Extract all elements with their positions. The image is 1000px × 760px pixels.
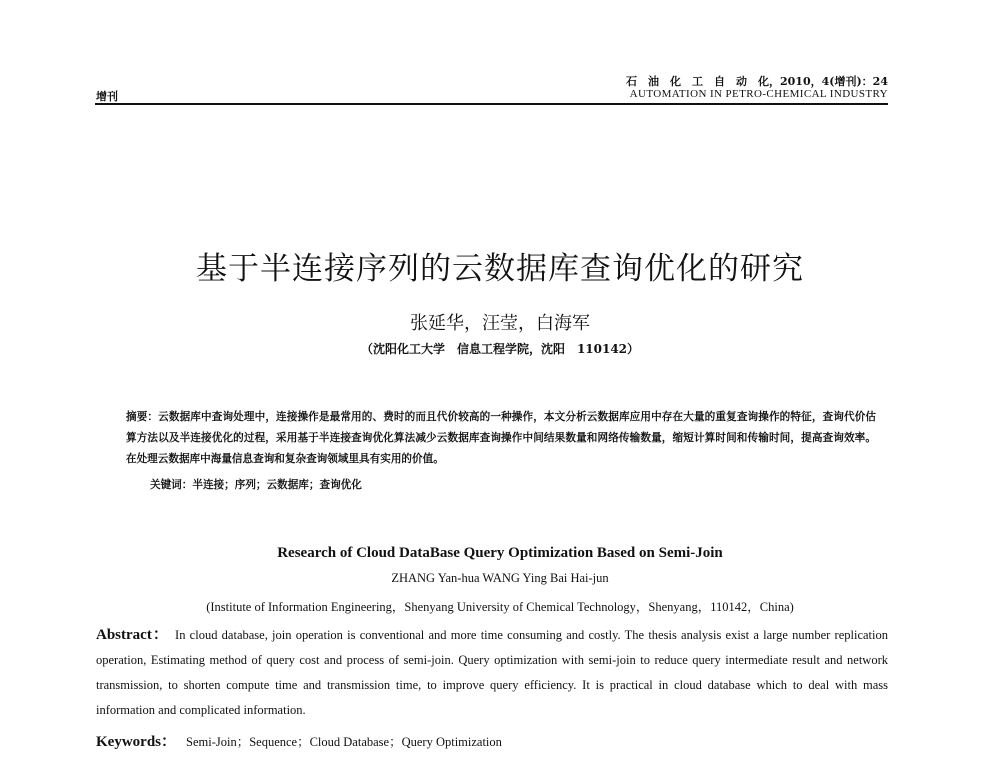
keywords-cn [150,477,362,492]
abstract-cn-text: 云数据库中查询处理中，连接操作是最常用的、费时的而且代价较高的一种操作，本文分析云数据库应用中存在大量的重复查询操作的特征，查询代价估算方法以及半连接优化的过程，采用基于半连接查询优化算法减少云数据库查询操作中间结果数量和网络传输数量，缩短计算时间和传输时间，提高查询效率。在处理云数据库中海量信息查询和复杂查询领域里具有实用的价值。 [126,411,877,465]
authors-en: ZHANG Yan-hua WANG Ying Bai Hai-jun [391,571,609,585]
affiliation-en: (Institute of Information Engineering，Shenyang University of Chemical Technology，Shenyang，110142，China) [206,600,794,614]
keywords-en [96,730,502,751]
keywords-en-text: Semi-Join；Sequence；Cloud Database；Query Optimization [186,735,502,749]
journal-name-en: AUTOMATION IN PETRO-CHEMICAL INDUSTRY [629,88,888,100]
affiliation-cn: （沈阳化工大学 信息工程学院，沈阳 110142） [360,342,640,356]
keywords-en-label: Keywords： [96,734,176,750]
abstract-en-label: Abstract： [96,627,170,643]
journal-name-cn: 石 油 化 工 自 动 化，2010，4(增刊)：24 [626,75,888,88]
abstract-en-text: In cloud database, join operation is conventional and more time consuming and costly. The thesis analysis exist a large number replication operation, Estimating method of query cost and process of semi-join. Query optimization with semi-join to reduce query intermediate result and network transmission, to shorten compute time and transmission time, to improve query efficiency. It is practical in cloud database which to deal with mass information and complicated information. [96,628,888,717]
paper-title-cn: 基于半连接序列的云数据库查询优化的研究 [196,251,804,287]
abstract-en [96,623,888,723]
authors-cn: 张延华，汪莹，白海军 [410,313,590,334]
keywords-cn-text: 半连接；序列；云数据库；查询优化 [192,479,362,491]
keywords-cn-label: 关键词： [150,479,193,491]
header-supplement-label: 增刊 [96,90,118,103]
paper-title-en: Research of Cloud DataBase Query Optimization Based on Semi-Join [277,545,723,561]
abstract-cn [126,407,876,470]
abstract-cn-label: 摘要： [126,411,159,423]
header-rule [95,103,888,105]
